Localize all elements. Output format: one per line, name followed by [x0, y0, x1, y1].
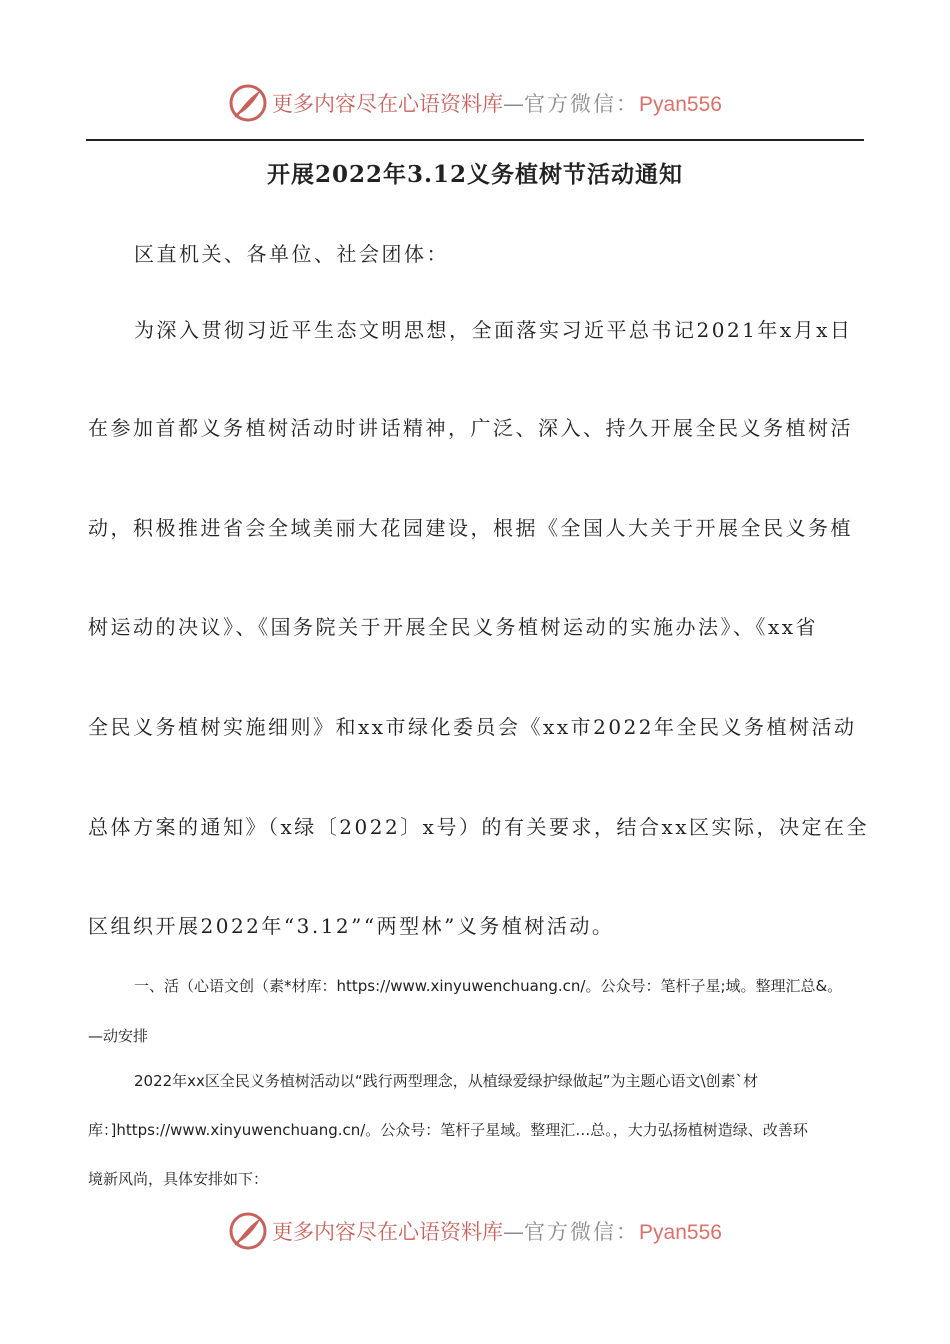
paragraph1-line: 在参加首都义务植树活动时讲话精神，广泛、深入、持久开展全民义务植树活 — [88, 416, 853, 440]
footer-wechat-label: 官方微信： — [524, 1220, 640, 1244]
header-dash: — — [503, 92, 525, 116]
paragraph2-line: 境新风尚，具体安排如下： — [88, 1170, 269, 1188]
footer-banner-text — [272, 1216, 722, 1246]
paragraph2-line: 2022年xx区全民义务植树活动以“践行两型理念，从植绿爱绿护绿做起”为主题心语文\创素`材 — [134, 1072, 759, 1090]
footer-brand: 更多内容尽在心语资料库 — [272, 1220, 504, 1244]
header-banner-text — [272, 88, 722, 118]
paragraph1-line: 全民义务植树实施细则》和xx市绿化委员会《xx市2022年全民义务植树活动 — [88, 715, 857, 739]
paragraph1-line: 树运动的决议》、《国务院关于开展全民义务植树运动的实施办法》、《xx省 — [88, 615, 819, 639]
section1-heading-line: —动安排 — [88, 1027, 149, 1045]
salutation: 区直机关、各单位、社会团体： — [134, 242, 449, 266]
header-wechat-label: 官方微信： — [524, 92, 640, 116]
document-title: 开展2022年3.12义务植树节活动通知 — [266, 161, 684, 188]
quill-logo-icon — [228, 83, 268, 123]
footer-wechat-id: Pyan556 — [639, 1221, 722, 1244]
footer-dash: — — [503, 1220, 525, 1244]
paragraph2-line: 库：]https://www.xinyuwenchuang.cn/。公众号：笔杆子星域。整理汇…总。，大力弘扬植树造绿、改善环 — [88, 1121, 808, 1139]
section1-heading-line: 一、活（心语文创（素*材库：https://www.xinyuwenchuang.cn/。公众号：笔杆子星;域。整理汇总&。 — [134, 977, 843, 995]
header-brand: 更多内容尽在心语资料库 — [272, 92, 504, 116]
paragraph1-line: 总体方案的通知》（x绿〔2022〕x号）的有关要求，结合xx区实际，决定在全 — [88, 815, 870, 839]
paragraph1-line: 动，积极推进省会全域美丽大花园建设，根据《全国人大关于开展全民义务植 — [88, 516, 853, 540]
paragraph1-line: 区组织开展2022年“3.12”“两型林”义务植树活动。 — [88, 914, 615, 938]
quill-logo-icon — [228, 1211, 268, 1251]
paragraph1-line: 为深入贯彻习近平生态文明思想，全面落实习近平总书记2021年x月x日 — [134, 318, 853, 342]
header-divider — [86, 139, 864, 141]
footer-banner — [0, 1206, 950, 1256]
header-wechat-id: Pyan556 — [639, 93, 722, 116]
header-banner — [0, 78, 950, 128]
